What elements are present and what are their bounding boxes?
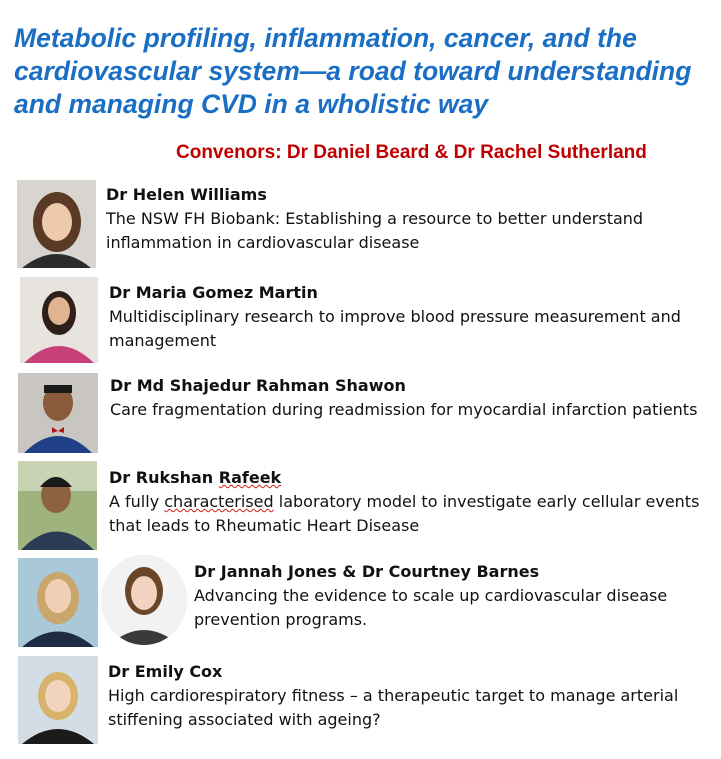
talk-title: Multidisciplinary research to improve blood pressure measurement and management xyxy=(109,307,681,350)
speaker-photo-rukshan-rafeek xyxy=(18,461,97,550)
speaker-photo-maria-gomez-martin xyxy=(20,277,98,363)
speaker-name: Dr Emily Cox xyxy=(108,662,223,681)
speaker-entry xyxy=(109,281,709,353)
speaker-entry xyxy=(108,660,708,732)
speaker-name: Dr Md Shajedur Rahman Shawon xyxy=(110,376,406,395)
spellcheck-underline: Rafeek xyxy=(218,468,282,487)
speaker-entry xyxy=(106,183,706,255)
speaker-name: Dr Helen Williams xyxy=(106,185,267,204)
speaker-photo-emily-cox xyxy=(18,656,98,744)
talk-title: Advancing the evidence to scale up cardiovascular disease prevention programs. xyxy=(194,586,668,629)
speaker-photo-helen-williams xyxy=(17,180,96,268)
speaker-entry xyxy=(110,374,715,422)
spellcheck-underline: characterised xyxy=(164,492,274,511)
speaker-entry xyxy=(109,466,714,538)
speaker-entry xyxy=(194,560,694,632)
talk-title: High cardiorespiratory fitness – a therapeutic target to manage arterial stiffening associated with ageing? xyxy=(108,686,679,729)
talk-title: Care fragmentation during readmission for myocardial infarction patients xyxy=(110,400,698,419)
speaker-photo-shajedur-rahman-shawon xyxy=(18,373,98,453)
speaker-name: Dr Maria Gomez Martin xyxy=(109,283,318,302)
session-title: Metabolic profiling, inflammation, cancer, and the cardiovascular system—a road toward understanding and managing CVD in a wholistic way xyxy=(14,23,692,119)
speaker-photo-jannah-jones xyxy=(18,558,98,647)
speaker-name: Dr Jannah Jones & Dr Courtney Barnes xyxy=(194,562,540,581)
speaker-name: Dr Rukshan Rafeek xyxy=(109,468,282,487)
convenors-line: Convenors: Dr Daniel Beard & Dr Rachel Sutherland xyxy=(176,142,647,163)
speaker-photo-courtney-barnes xyxy=(101,555,187,645)
talk-title: The NSW FH Biobank: Establishing a resource to better understand inflammation in cardiovascular disease xyxy=(106,209,644,252)
talk-title: A fully characterised laboratory model to investigate early cellular events that leads to Rheumatic Heart Disease xyxy=(109,492,700,535)
